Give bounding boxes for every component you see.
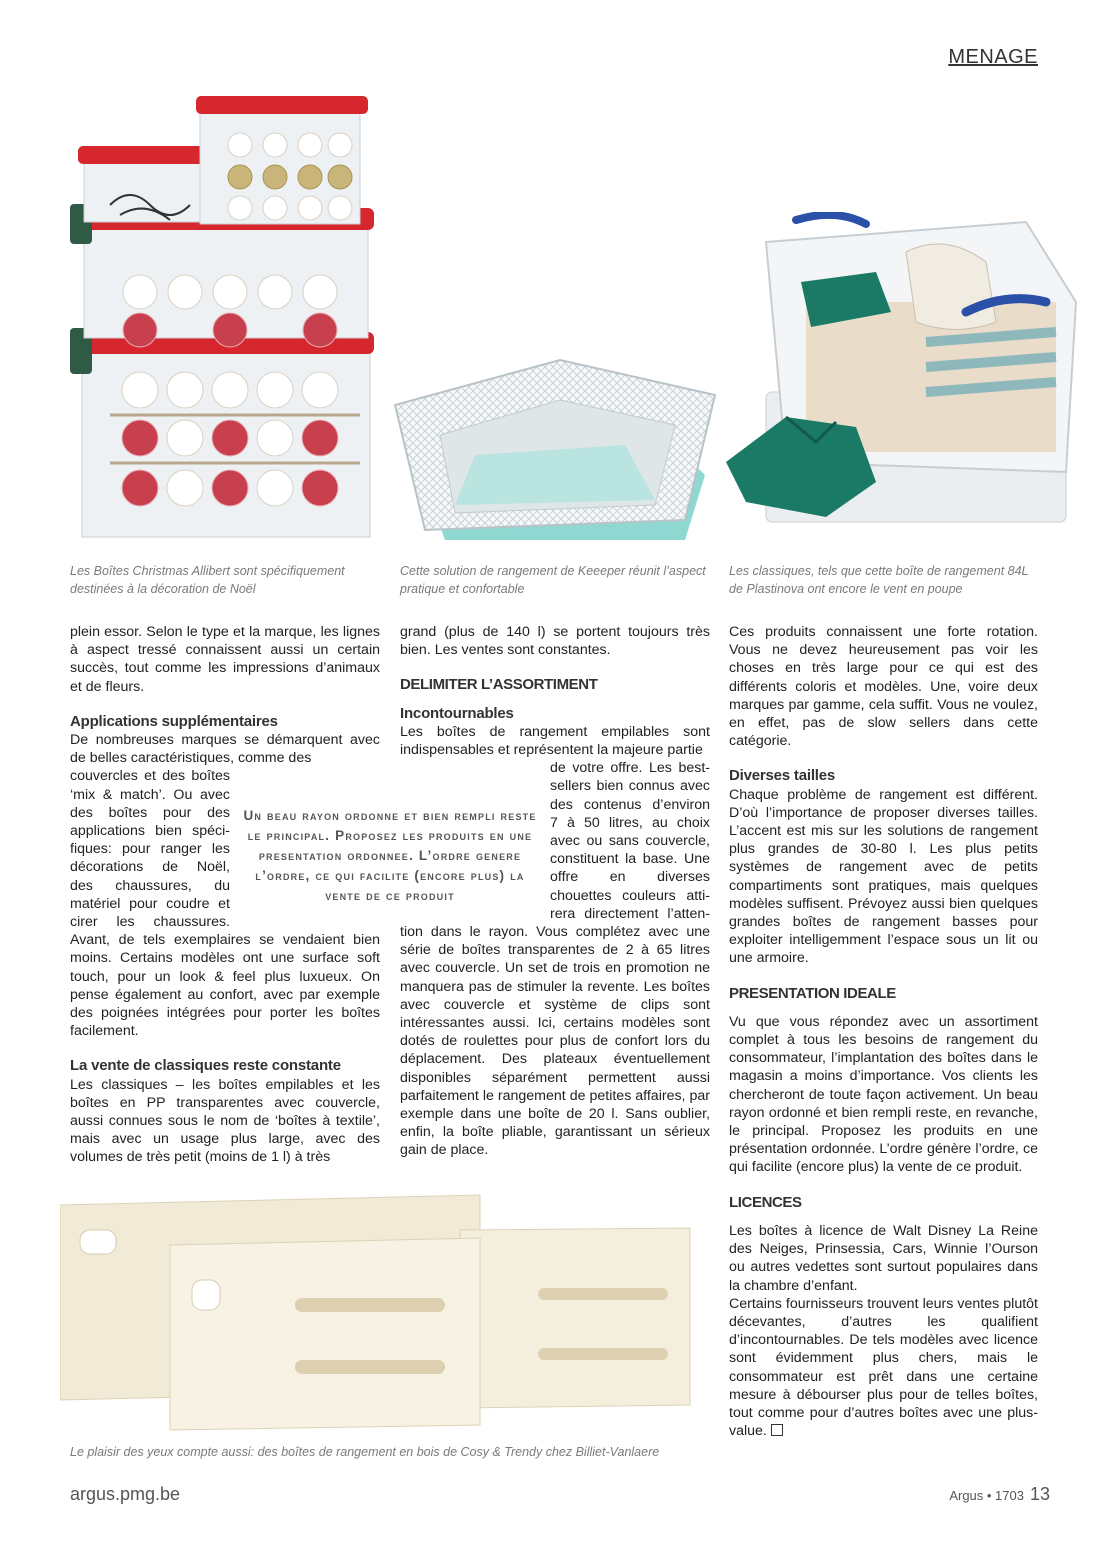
col3-licences-p2: Certains fournisseurs trouvent leurs ventes plutôt décevantes, d’autres les qualifient d’incontournables. De tels modèles avec licence sont évidemment plus chers, mais le consommateur est prêt dans une certaine mesure à débourser plus pour de telles boîtes, tout comme pour d’autres boîtes avec une plus-value. <box>729 1295 1038 1440</box>
col3-tailles: Chaque problème de rangement est différent. D’où l’importance de proposer diverses tailles. L’accent est mis sur les solutions de rangement plus grandes de 30-80 l. Les plus petits systèmes de rangement avec de petits compartiments sont pratiques, mais quelques modèles suffisent. Prévoyez aussi bien quelques grandes boîtes de rangement basses pour exploiter intelligemment l’espace sous un lit ou une armoire. <box>729 786 1038 967</box>
text-line: chouettes couleurs atti- <box>550 887 710 904</box>
text-line: des contenus d’environ <box>550 796 710 813</box>
col1-applications-p2: Avant, de tels exemplaires se vendaient bien moins. Certains modèles ont une surface soft touch, pour un look & feel plus luxueux. On pense également au confort, avec par exemple des poignées intégrées pour porter les boîtes facilement. <box>70 932 380 1040</box>
text-line: des chaussures, du <box>70 877 230 894</box>
col3-licences-p1: Les boîtes à licence de Walt Disney La Reine des Neiges, Prinsessia, Cars, Winnie l’Ourson ou autres vedettes sont surtout populaires dans la chambre d’enfant. <box>729 1222 1038 1294</box>
heading-tailles: Diverses tailles <box>729 767 836 785</box>
footer-site[interactable]: argus.pmg.be <box>70 1484 181 1504</box>
text-line: constituent la base. Une <box>550 851 710 868</box>
clear-storage-box-illustration <box>726 212 1078 532</box>
text-line: matériel pour coudre et <box>70 895 230 912</box>
text-line: cirer les chaussures. <box>70 914 230 931</box>
text-line: sellers bien connus avec <box>550 778 710 795</box>
text-line: de votre offre. Les best- <box>550 760 710 777</box>
wooden-crates-illustration <box>60 1190 700 1440</box>
stacked-christmas-boxes-illustration <box>70 90 375 548</box>
col1-applications-p1: De nombreuses marques se démarquent avec de belles caractéristiques, comme des <box>70 732 380 767</box>
text-line: 7 à 50 litres, au choix <box>550 814 710 831</box>
text-line: décorations de Noël, <box>70 859 230 876</box>
end-square-icon <box>771 1424 783 1436</box>
caption-plastinova: Les classiques, tels que cette boîte de rangement 84L de Plastinova ont encore le vent en poupe <box>729 564 1029 596</box>
text-line: fiques: pour ranger les <box>70 841 230 858</box>
heading-classiques: La vente de classiques reste constante <box>70 1057 341 1075</box>
text-line: rera directement l’atten- <box>550 905 710 922</box>
column-3 <box>729 623 1038 1440</box>
heading-presentation: PRESENTATION IDEALE <box>729 984 896 1002</box>
text-line: couvercles et des boîtes <box>70 768 230 785</box>
footer-issue <box>900 1484 1050 1505</box>
issue-label: Argus • 1703 <box>949 1488 1024 1503</box>
col1-intro: plein essor. Selon le type et la marque, les lignes à aspect tressé connaissent aussi un certain succès, tout comme les impressions d’animaux et de fleurs. <box>70 624 380 695</box>
wooden-crates-photo <box>60 1190 700 1440</box>
col2-intro: grand (plus de 140 l) se portent toujours très bien. Les ventes sont constantes. <box>400 624 710 659</box>
woven-tray-illustration <box>385 355 720 550</box>
col3-intro: Ces produits connaissent une forte rotation. Vous ne devez heureusement pas voir les choses en très large pour ce qui est des différents coloris et modèles. Une, voire deux marques par gamme, cela suffit. Vous ne voulez, en effet, pas de slow sellers dans cette catégorie. <box>729 624 1038 750</box>
plastinova-box-photo <box>726 212 1078 532</box>
christmas-boxes-photo <box>70 90 375 548</box>
pull-quote: Un beau rayon ordonne et bien rempli reste le principal. Proposez les produits en une presentation ordonnee. L’ordre genere l’ordre, ce qui facilite (encore plus) la vente de ce produit <box>243 808 537 903</box>
col1-classiques: Les classiques – les boîtes empilables et les boîtes en PP transparentes avec couvercle, aussi connues sous le nom de ‘boîtes à textile’, mais avec un usage plus large, avec des volumes de très petit (moins de 1 l) à très <box>70 1076 380 1166</box>
caption-keeeper: Cette solution de rangement de Keeeper réunit l’aspect pratique et confortable <box>400 564 706 596</box>
text-line: offre en diverses <box>550 869 710 886</box>
heading-delimiter: DELIMITER L’ASSORTIMENT <box>400 676 598 694</box>
col3-presentation: Vu que vous répondez avec un assortiment complet à tous les besoins de rangement du consommateur, l’implantation des boîtes dans le magasin a moins d’importance. Vos clients les chercheront de toute façon activement. Un beau rayon ordonné et bien rempli reste, en revanche, le principal. Proposez les produits en une présentation ordonnée. L’ordre génère l’ordre, ce qui facilite (encore plus) la vente de ce produit. <box>729 1013 1038 1176</box>
keeeper-tray-photo <box>385 355 720 550</box>
text-line: applications bien spéci- <box>70 823 230 840</box>
caption-christmas: Les Boîtes Christmas Allibert sont spécifiquement destinées à la décoration de Noël <box>70 564 345 596</box>
heading-licences: LICENCES <box>729 1193 802 1211</box>
text-line: des boîtes pour des <box>70 804 230 821</box>
text-line: avec ou sans couvercle, <box>550 833 710 850</box>
caption-wood: Le plaisir des yeux compte aussi: des boîtes de rangement en bois de Cosy & Trendy chez Billiet-Vanlaere <box>70 1445 660 1459</box>
col1-applications-wrap <box>70 767 230 931</box>
page-number: 13 <box>1029 1484 1050 1504</box>
heading-applications: Applications supplémentaires <box>70 712 278 730</box>
section-title: MENAGE <box>948 46 1038 68</box>
col2-incontournables-wrap <box>550 759 710 923</box>
heading-incontournables: Incontournables <box>400 704 514 722</box>
col2-incontournables-p2: tion dans le rayon. Vous complétez avec une série de boîtes transparentes de 2 à 65 litres avec couvercle. Un set de trois en promotion ne manquera pas de stimuler la revente. Les boîtes avec couvercle et système de clips sont intéressantes aussi. Ici, certains modèles sont dotés de roulettes pour plus de confort lors du déplacement. Des plateaux éventuellement disponibles séparément permettent aussi parfaitement le rangement de petites affaires, par exemple dans une boîte de 20 l. Sans oublier, enfin, la boîte pliable, garantissant un sérieux gain de place. <box>400 924 710 1159</box>
text-line: ‘mix & match’. Ou avec <box>70 786 230 803</box>
col2-incontournables-p1: Les boîtes de rangement empilables sont indispensables et représentent la majeure partie <box>400 723 710 759</box>
